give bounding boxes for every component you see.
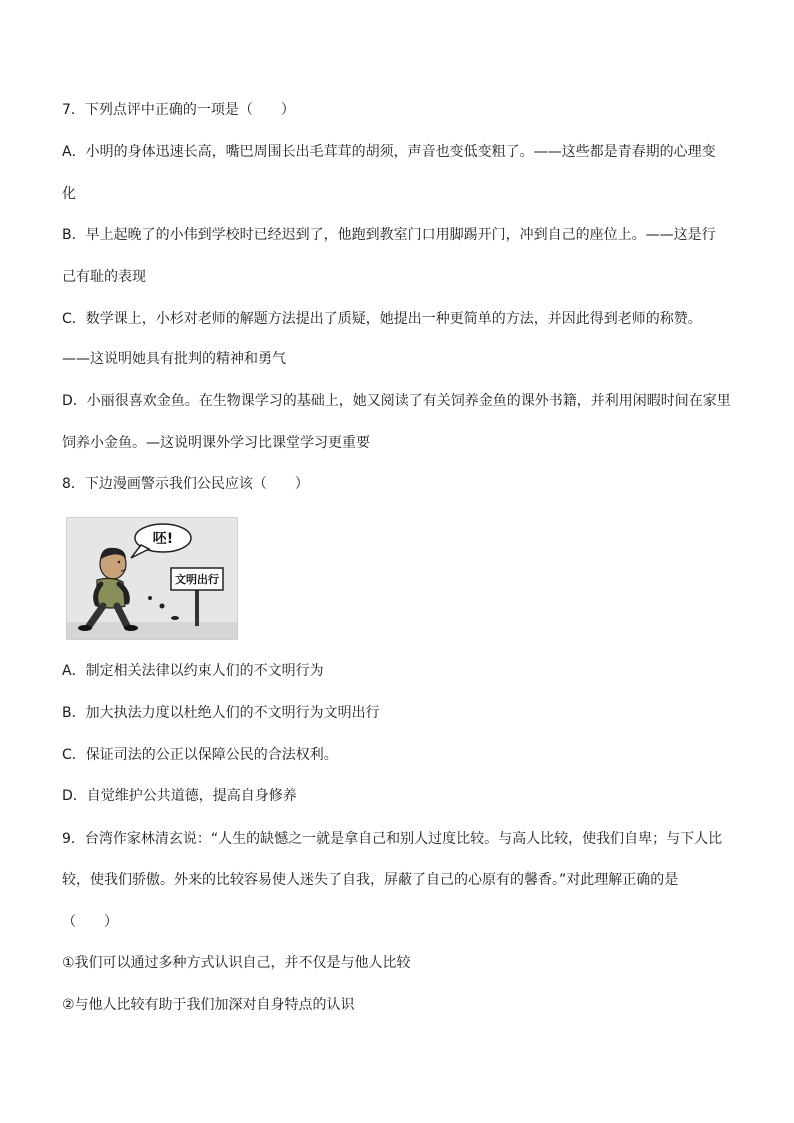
bubble-text: 呸! — [152, 531, 174, 547]
q9-stem-line2: 较，使我们骄傲。外来的比较容易使人迷失了自我，屏蔽了自己的心原有的馨香。”对此理解正确的是 — [62, 872, 679, 888]
q8-option-a: A．制定相关法律以约束人们的不文明行为 — [62, 663, 324, 679]
q8-stem: 8．下边漫画警示我们公民应该（ ） — [62, 476, 309, 492]
q7-option-d-line2: 饲养小金鱼。—这说明课外学习比课堂学习更重要 — [62, 435, 370, 451]
sign-text: 文明出行 — [175, 573, 219, 586]
q7-option-a-line1: A．小明的身体迅速长高，嘴巴周围长出毛茸茸的胡须，声音也变低变粗了。——这些都是青春期的心理变 — [62, 144, 716, 160]
q8-option-b: B．加大执法力度以杜绝人们的不文明行为文明出行 — [62, 705, 380, 721]
q9-item-1: ①我们可以通过多种方式认识自己，并不仅是与他人比较 — [62, 955, 411, 971]
q8-option-d: D．自觉维护公共道德，提高自身修养 — [62, 788, 297, 804]
q7-option-a-line2: 化 — [62, 186, 76, 202]
q9-stem-line1: 9．台湾作家林清玄说：“人生的缺憾之一就是拿自己和别人过度比较。与高人比较，使我们自卑；与下人比 — [62, 831, 723, 847]
q7-option-b-line2: 己有耻的表现 — [62, 269, 146, 285]
q9-item-2: ②与他人比较有助于我们加深对自身特点的认识 — [62, 997, 355, 1013]
q7-option-d-line1: D．小丽很喜欢金鱼。在生物课学习的基础上，她又阅读了有关饲养金鱼的课外书籍，并利用闲暇时间在家里 — [62, 393, 731, 409]
q8-option-c: C．保证司法的公正以保障公民的合法权利。 — [62, 747, 338, 763]
q7-option-b-line1: B．早上起晚了的小伟到学校时已经迟到了，他跑到教室门口用脚踢开门，冲到自己的座位上。——这是行 — [62, 227, 716, 243]
q8-cartoon-image — [66, 517, 238, 640]
q7-stem: 7．下列点评中正确的一项是（ ） — [62, 102, 295, 118]
q7-option-c-line1: C．数学课上，小杉对老师的解题方法提出了质疑，她提出一种更简单的方法，并因此得到老师的称赞。 — [62, 311, 702, 327]
q9-stem-line3: （ ） — [62, 914, 118, 930]
q7-option-c-line2: ——这说明她具有批判的精神和勇气 — [62, 351, 286, 367]
